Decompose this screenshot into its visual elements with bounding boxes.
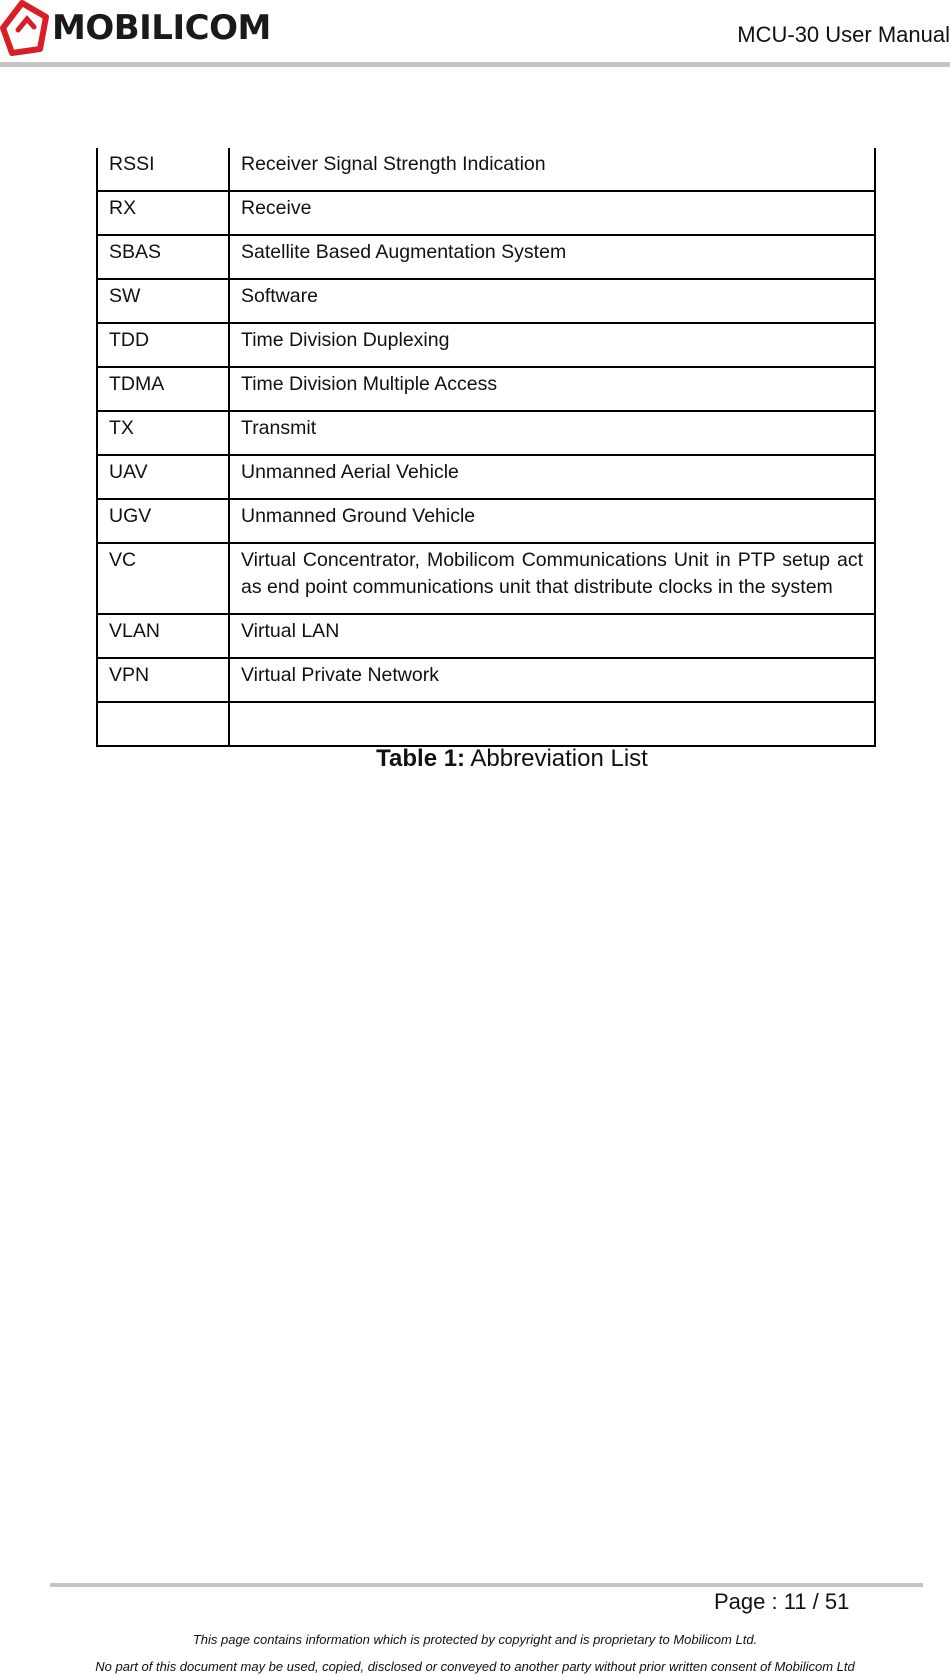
description-cell: Time Division Multiple Access (229, 367, 875, 411)
table-row (97, 367, 875, 411)
table-row (97, 658, 875, 702)
copyright-notice: This page contains information which is protected by copyright and is proprietary to Mobilicom Ltd. (192, 1632, 758, 1647)
abbreviation-cell: RX (97, 191, 229, 235)
table-row (97, 148, 875, 191)
abbreviation-table (96, 148, 876, 747)
abbreviation-cell: TDD (97, 323, 229, 367)
abbreviation-cell: VLAN (97, 614, 229, 658)
caption-label: Table 1: (376, 745, 466, 772)
description-cell: Receive (229, 191, 875, 235)
description-cell: Satellite Based Augmentation System (229, 235, 875, 279)
mobilicom-logo-icon (0, 0, 50, 56)
abbreviation-cell: VPN (97, 658, 229, 702)
page-number: Page : 11 / 51 (714, 1589, 850, 1614)
abbreviation-cell: VC (97, 543, 229, 614)
description-cell: Virtual Private Network (229, 658, 875, 702)
abbreviation-cell: SW (97, 279, 229, 323)
table-caption (0, 745, 950, 773)
table-row (97, 614, 875, 658)
table-row (97, 499, 875, 543)
header-divider (0, 62, 950, 67)
description-cell (229, 702, 875, 746)
abbreviation-cell: TX (97, 411, 229, 455)
table-row (97, 455, 875, 499)
table-row (97, 543, 875, 614)
description-cell: Unmanned Aerial Vehicle (229, 455, 875, 499)
description-cell: Virtual LAN (229, 614, 875, 658)
abbreviation-cell: UAV (97, 455, 229, 499)
mobilicom-logo (0, 0, 271, 56)
table-row (97, 191, 875, 235)
abbreviation-cell: SBAS (97, 235, 229, 279)
table-row (97, 323, 875, 367)
page-header (0, 0, 950, 68)
manual-title: MCU-30 User Manual (737, 22, 950, 47)
description-cell: Time Division Duplexing (229, 323, 875, 367)
caption-text: Abbreviation List (465, 745, 648, 772)
table-row (97, 235, 875, 279)
logo-text: MOBILICOM (52, 8, 271, 48)
description-cell: Receiver Signal Strength Indication (229, 148, 875, 191)
abbreviation-cell (97, 702, 229, 746)
table-row (97, 411, 875, 455)
description-cell: Virtual Concentrator, Mobilicom Communications Unit in PTP setup act as end point communications unit that distribute clocks in the system (229, 543, 875, 614)
abbreviation-cell: TDMA (97, 367, 229, 411)
table-row (97, 279, 875, 323)
abbreviation-cell: UGV (97, 499, 229, 543)
description-cell: Transmit (229, 411, 875, 455)
usage-notice: No part of this document may be used, copied, disclosed or conveyed to another party without prior written consent of Mobilicom Ltd (95, 1659, 855, 1674)
abbreviation-cell: RSSI (97, 148, 229, 191)
footer-divider (50, 1583, 923, 1587)
table-row (97, 702, 875, 746)
description-cell: Software (229, 279, 875, 323)
description-cell: Unmanned Ground Vehicle (229, 499, 875, 543)
